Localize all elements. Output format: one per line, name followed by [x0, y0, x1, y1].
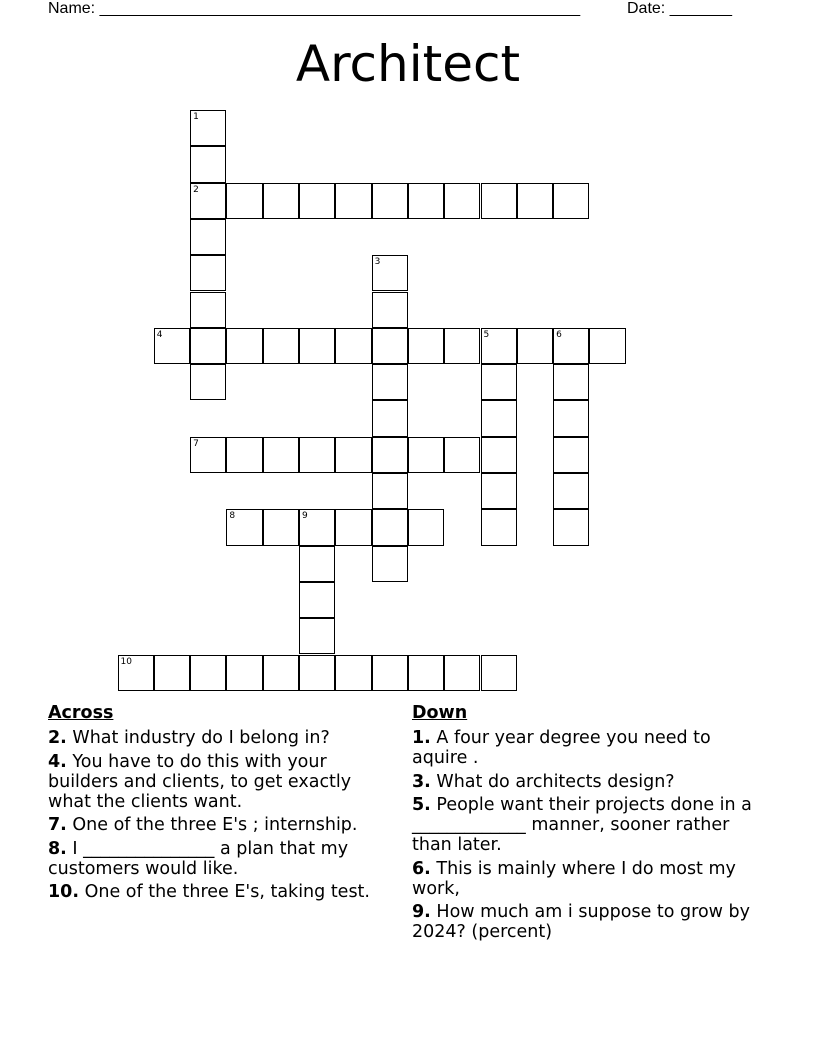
- down-clue: [412, 772, 757, 792]
- grid-cell[interactable]: [335, 328, 371, 364]
- across-clue: [48, 752, 398, 812]
- date-field-line: Date: _______: [627, 0, 732, 17]
- clue-number: 6.: [412, 858, 431, 879]
- grid-cell[interactable]: [263, 509, 299, 545]
- clue-text: What industry do I belong in?: [72, 728, 330, 748]
- grid-cell[interactable]: [335, 183, 371, 219]
- grid-cell[interactable]: [444, 183, 480, 219]
- clue-number: 7.: [48, 815, 67, 835]
- grid-cell[interactable]: [299, 328, 335, 364]
- grid-cell[interactable]: [408, 509, 444, 545]
- grid-cell[interactable]: [372, 292, 408, 328]
- grid-cell[interactable]: [299, 546, 335, 582]
- grid-cell[interactable]: [190, 364, 226, 400]
- across-clue: [48, 839, 398, 879]
- clue-text: A four year degree you need to aquire .: [412, 728, 711, 768]
- grid-cell[interactable]: [408, 183, 444, 219]
- grid-cell[interactable]: [553, 364, 589, 400]
- grid-cell[interactable]: [299, 618, 335, 654]
- grid-cell[interactable]: [299, 655, 335, 691]
- clue-number: 5.: [412, 795, 431, 815]
- cell-number: 7: [193, 438, 199, 449]
- cell-number: 4: [156, 329, 163, 340]
- grid-cell[interactable]: [481, 364, 517, 400]
- grid-cell[interactable]: [372, 328, 408, 364]
- grid-cell[interactable]: [190, 292, 226, 328]
- clue-text: One of the three E's, taking test.: [84, 882, 370, 902]
- grid-cell[interactable]: [335, 437, 371, 473]
- grid-cell[interactable]: [226, 437, 262, 473]
- grid-cell[interactable]: [190, 110, 226, 146]
- cell-number: 9: [302, 511, 308, 522]
- name-field-line: Name: ______________________________________________________: [48, 0, 581, 17]
- grid-cell[interactable]: [226, 655, 262, 691]
- grid-cell[interactable]: [372, 509, 408, 545]
- grid-cell[interactable]: [372, 437, 408, 473]
- clue-number: 10.: [48, 882, 80, 902]
- grid-cell[interactable]: [444, 437, 480, 473]
- down-clue: [412, 795, 757, 855]
- grid-cell[interactable]: [481, 509, 517, 545]
- clue-number: 8.: [48, 838, 67, 859]
- grid-cell[interactable]: [372, 255, 408, 291]
- down-heading: Down: [412, 703, 468, 723]
- clue-text: This is mainly where I do most my work,: [412, 858, 736, 899]
- grid-cell[interactable]: [226, 328, 262, 364]
- grid-cell[interactable]: [553, 183, 589, 219]
- down-clue: [412, 859, 757, 899]
- clue-number: 1.: [412, 728, 431, 748]
- down-clue: [412, 728, 757, 768]
- grid-cell[interactable]: [553, 437, 589, 473]
- cell-number: 10: [120, 656, 132, 667]
- grid-cell[interactable]: [481, 183, 517, 219]
- grid-cell[interactable]: [263, 437, 299, 473]
- grid-cell[interactable]: [190, 183, 226, 219]
- clue-text: How much am i suppose to grow by 2024? (percent): [412, 902, 750, 942]
- grid-cell[interactable]: [190, 655, 226, 691]
- clue-number: 2.: [48, 728, 67, 748]
- grid-cell[interactable]: [372, 655, 408, 691]
- grid-cell[interactable]: [335, 655, 371, 691]
- clue-text: I _______________ a plan that my customers would like.: [48, 838, 349, 879]
- grid-cell[interactable]: [190, 219, 226, 255]
- grid-cell[interactable]: [408, 655, 444, 691]
- grid-cell[interactable]: [263, 183, 299, 219]
- grid-cell[interactable]: [517, 328, 553, 364]
- grid-cell[interactable]: [118, 655, 154, 691]
- grid-cell[interactable]: [190, 146, 226, 182]
- across-clue: [48, 882, 398, 902]
- grid-cell[interactable]: [263, 655, 299, 691]
- grid-cell[interactable]: [481, 473, 517, 509]
- grid-cell[interactable]: [481, 655, 517, 691]
- down-clue: [412, 902, 757, 942]
- clue-text: What do architects design?: [436, 771, 675, 792]
- across-clue: [48, 815, 398, 835]
- grid-cell[interactable]: [372, 183, 408, 219]
- grid-cell[interactable]: [481, 400, 517, 436]
- grid-cell[interactable]: [553, 400, 589, 436]
- grid-cell[interactable]: [553, 328, 589, 364]
- grid-cell[interactable]: [299, 509, 335, 545]
- grid-cell[interactable]: [444, 655, 480, 691]
- grid-cell[interactable]: [408, 437, 444, 473]
- grid-cell[interactable]: [299, 183, 335, 219]
- cell-number: 5: [483, 329, 490, 340]
- grid-cell[interactable]: [226, 183, 262, 219]
- grid-cell[interactable]: [154, 328, 190, 364]
- grid-cell[interactable]: [553, 473, 589, 509]
- across-clue: [48, 728, 398, 748]
- grid-cell[interactable]: [190, 437, 226, 473]
- grid-cell[interactable]: [372, 473, 408, 509]
- grid-cell[interactable]: [372, 400, 408, 436]
- down-clues: [412, 703, 757, 946]
- grid-cell[interactable]: [372, 364, 408, 400]
- clue-number: 9.: [412, 902, 431, 922]
- cell-number: 8: [229, 511, 236, 522]
- cell-number: 2: [193, 184, 199, 195]
- grid-cell[interactable]: [553, 509, 589, 545]
- grid-cell[interactable]: [154, 655, 190, 691]
- cell-number: 1: [193, 112, 199, 122]
- grid-cell[interactable]: [444, 328, 480, 364]
- grid-cell[interactable]: [190, 328, 226, 364]
- cell-number: 3: [374, 257, 381, 268]
- grid-cell[interactable]: [589, 328, 625, 364]
- grid-cell[interactable]: [408, 328, 444, 364]
- clue-text: People want their projects done in a _____________ manner, sooner rather than later.: [412, 795, 752, 855]
- grid-cell[interactable]: [263, 328, 299, 364]
- clue-number: 4.: [48, 751, 67, 772]
- grid-cell[interactable]: [372, 546, 408, 582]
- grid-cell[interactable]: [226, 509, 262, 545]
- across-heading: Across: [48, 703, 114, 723]
- grid-cell[interactable]: [299, 582, 335, 618]
- grid-cell[interactable]: [299, 437, 335, 473]
- grid-cell[interactable]: [481, 437, 517, 473]
- clue-number: 3.: [412, 771, 431, 792]
- clue-text: One of the three E's ; internship.: [72, 815, 358, 835]
- puzzle-title: Architect: [295, 35, 521, 93]
- grid-cell[interactable]: [517, 183, 553, 219]
- cell-number: 6: [556, 329, 562, 340]
- clue-text: You have to do this with your builders and clients, to get exactly what the clients want.: [48, 751, 352, 812]
- across-clues: [48, 703, 398, 906]
- grid-cell[interactable]: [481, 328, 517, 364]
- grid-cell[interactable]: [335, 509, 371, 545]
- grid-cell[interactable]: [190, 255, 226, 291]
